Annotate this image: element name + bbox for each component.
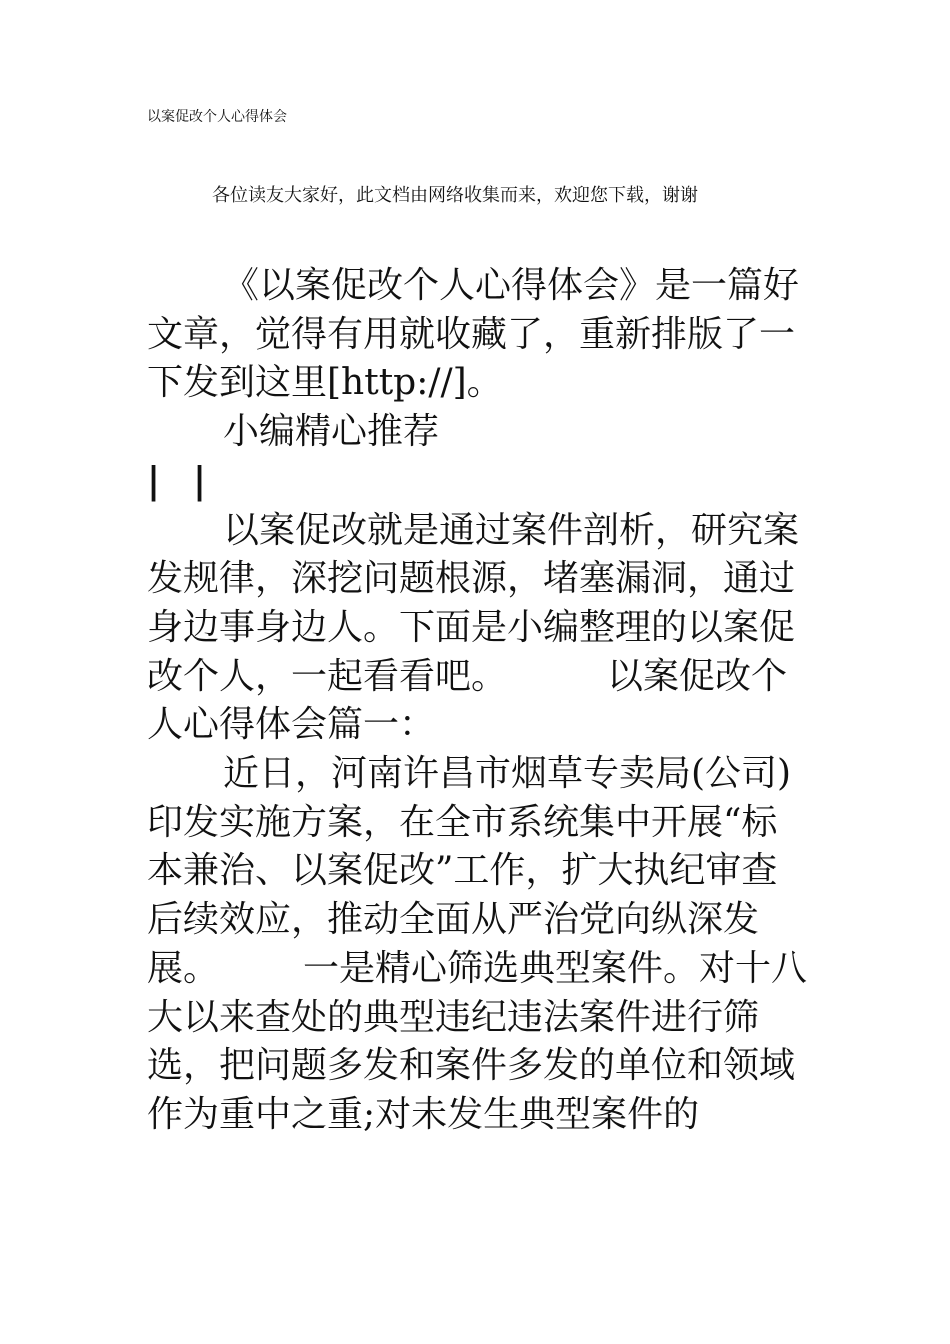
page-header-title: 以案促改个人心得体会 — [147, 109, 287, 125]
marker-2: | — [193, 459, 207, 502]
marker-1: | — [147, 459, 161, 502]
recommend-heading: 小编精心推荐 — [223, 411, 440, 453]
section-heading-1: 以案促改个人心得体会篇一： — [147, 655, 788, 746]
paragraph-2-text: 近日，河南许昌市烟草专卖局(公司)印发实施方案，在全市系统集中开展“标本兼治、以案促改”工作，扩大执纪审查后续效应，推动全面从严治党向纵深发展。 — [147, 753, 792, 989]
paragraph-1-text: 以案促改就是通过案件剖析，研究案发规律，深挖问题根源，堵塞漏洞，通过身边事身边人。下面是小编整理的以案促改个人，一起看看吧。 — [147, 509, 800, 697]
paragraph-2-continued: 一是精心筛选典型案件。对十八大以来查处的典型违纪违法案件进行筛选，把问题多发和案件多发的单位和领域作为重中之重;对未发生典型案件的 — [147, 947, 808, 1135]
download-notice: 各位读友大家好，此文档由网络收集而来，欢迎您下载，谢谢 — [212, 185, 698, 206]
marker-row — [147, 457, 812, 507]
document-body — [147, 262, 812, 1140]
paragraph-1 — [147, 507, 812, 751]
intro-paragraph: 《以案促改个人心得体会》是一篇好文章，觉得有用就收藏了，重新排版了一下发到这里[http://]。 — [147, 265, 800, 404]
paragraph-2 — [147, 750, 812, 1140]
